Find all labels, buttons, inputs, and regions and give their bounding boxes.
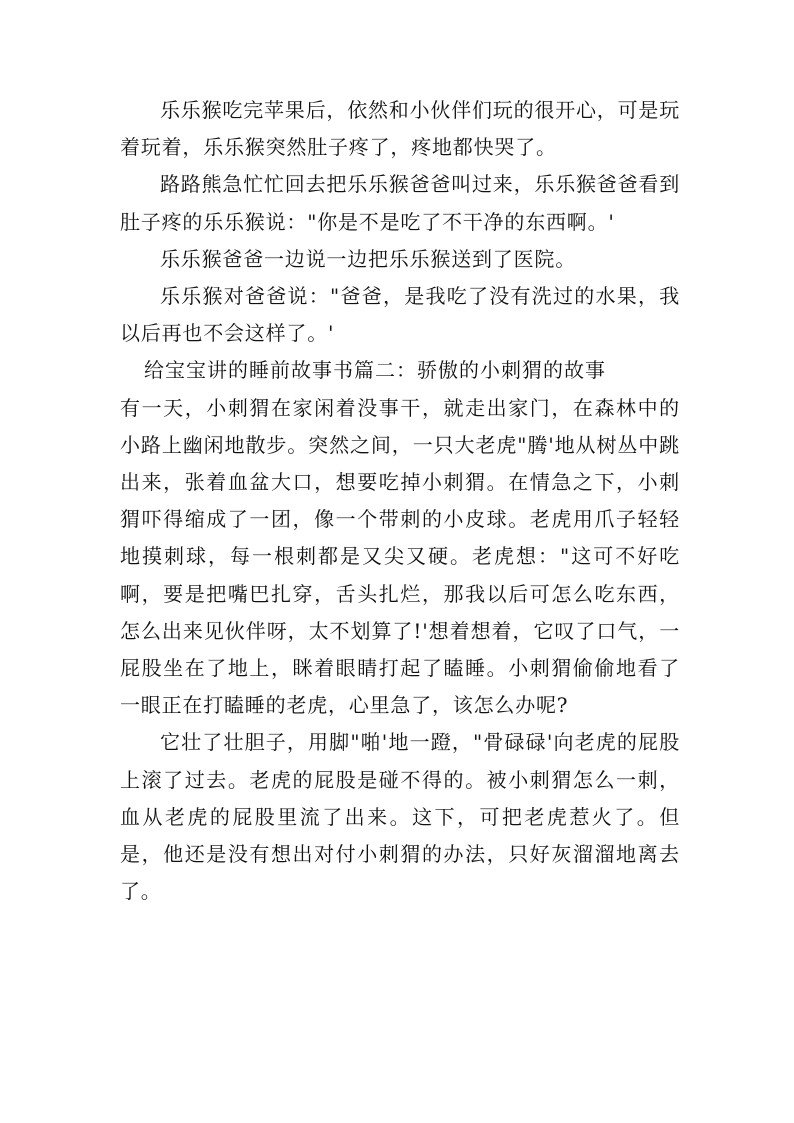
paragraph-1: 乐乐猴吃完苹果后，依然和小伙伴们玩的很开心，可是玩着玩着，乐乐猴突然肚子疼了，疼地都快哭了。: [120, 98, 680, 160]
paragraph-7: 它壮了壮胆子，用脚"啪'地一蹬，"骨碌碌'向老虎的屁股上滚了过去。老虎的屁股是碰不得的。被小刺猬怎么一刺，血从老虎的屁股里流了出来。这下，可把老虎惹火了。但是，他还是没有想出对付小刺猬的办法，只好灰溜溜地离去了。: [120, 730, 680, 904]
paragraph-2: 路路熊急忙忙回去把乐乐猴爸爸叫过来，乐乐猴爸爸看到肚子疼的乐乐猴说："你是不是吃了不干净的东西啊。': [120, 172, 680, 234]
paragraph-3: 乐乐猴爸爸一边说一边把乐乐猴送到了医院。: [160, 246, 576, 271]
section-heading: 给宝宝讲的睡前故事书篇二：骄傲的小刺猬的故事: [144, 358, 606, 383]
paragraph-6: 有一天，小刺猬在家闲着没事干，就走出家门，在森林中的小路上幽闲地散步。突然之间，一只大老虎"腾'地从树丛中跳出来，张着血盆大口，想要吃掉小刺猬。在情急之下，小刺猬吓得缩成了一团，像一个带刺的小皮球。老虎用爪子轻轻地摸刺球，每一根刺都是又尖又硬。老虎想："这可不好吃啊，要是把嘴巴扎穿，舌头扎烂，那我以后可怎么吃东西，怎么出来见伙伴呀，太不划算了!'想着想着，它叹了口气，一屁股坐在了地上，眯着眼睛打起了瞌睡。小刺猬偷偷地看了一眼正在打瞌睡的老虎，心里急了，该怎么办呢?: [120, 395, 680, 718]
paragraph-4: 乐乐猴对爸爸说："爸爸，是我吃了没有洗过的水果，我以后再也不会这样了。': [120, 284, 680, 346]
document-page: [120, 92, 680, 910]
